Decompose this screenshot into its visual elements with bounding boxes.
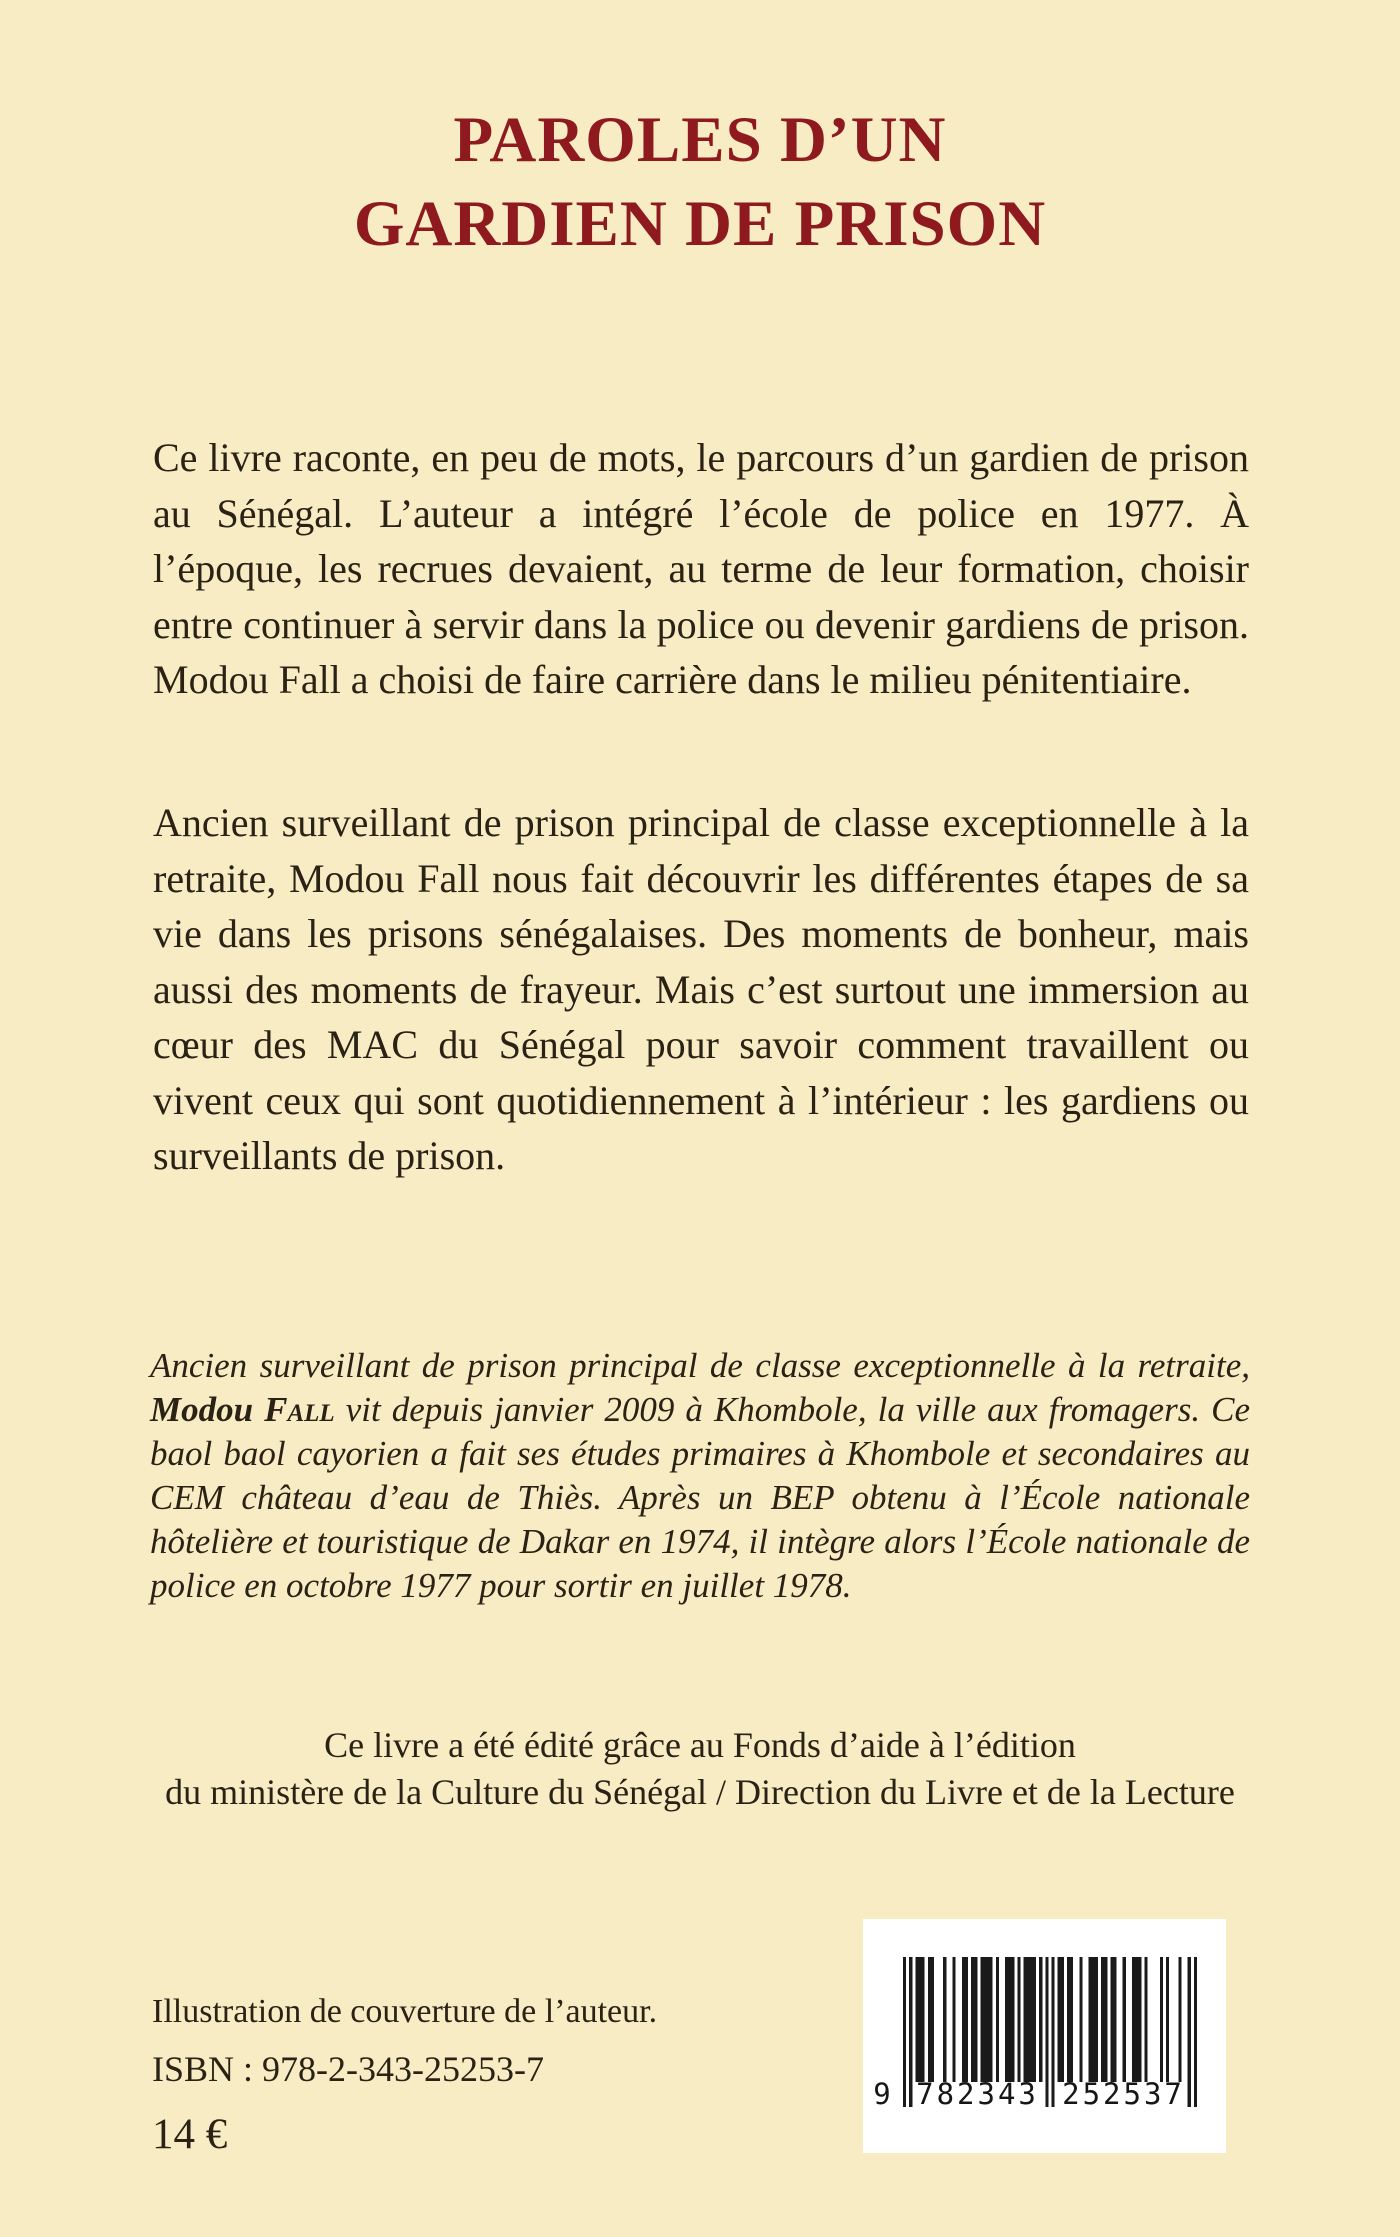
barcode-digits-right: 252537 (1062, 2077, 1185, 2111)
author-bio-rest: vit depuis janvier 2009 à Khombole, la ville aux fromagers. Ce baol baol cayorien a fait ses études primaires à Khombole et secondaires au CEM château d’eau de Thiès. Après un BEP obtenu à l’École nationale hôtelière et touristique de Dakar en 1974, il intègre alors l’École nationale de police en octobre 1977 pour sortir en juillet 1978. (150, 1390, 1251, 1605)
book-title-line1: PAROLES D’UN (453, 104, 947, 176)
synopsis-paragraph-1: Ce livre raconte, en peu de mots, le parcours d’un gardien de prison au Sénégal. L’auteur a intégré l’école de police en 1977. À l’époque, les recrues devaient, au terme de leur formation, choisir entre continuer à servir dans la police ou devenir gardiens de prison. Modou Fall a choisi de faire carrière dans le milieu pénitentiaire. (153, 435, 1249, 702)
funding-note-line1: Ce livre a été édité grâce au Fonds d’aide à l’édition (324, 1725, 1076, 1765)
price-text: 14 € (152, 2111, 228, 2158)
author-bio-lead: Ancien surveillant de prison principal de classe exceptionnelle à la retraite, (150, 1346, 1250, 1385)
barcode-panel (863, 1919, 1226, 2153)
author-bio (150, 1344, 1250, 1608)
illustration-credit: Illustration de couverture de l’auteur. (152, 1993, 658, 2030)
barcode-digit-prefix: 9 (873, 2077, 891, 2111)
author-name-first: Modou (150, 1390, 265, 1429)
funding-note-line2: du ministère de la Culture du Sénégal / Direction du Livre et de la Lecture (165, 1772, 1235, 1812)
book-title-line2: GARDIEN DE PRISON (353, 188, 1047, 260)
author-name-last: Fall (264, 1390, 335, 1429)
isbn-text: ISBN : 978-2-343-25253-7 (152, 2049, 544, 2089)
book-title (0, 98, 1400, 266)
funding-note (0, 1722, 1400, 1816)
barcode-digits-left: 782343 (916, 2077, 1039, 2111)
synopsis-paragraph-2: Ancien surveillant de prison principal de classe exceptionnelle à la retraite, Modou Fall nous fait découvrir les différentes étapes de sa vie dans les prisons sénégalaises. Des moments de bonheur, mais aussi des moments de frayeur. Mais c’est surtout une immersion au cœur des MAC du Sénégal pour savoir comment travaillent ou vivent ceux qui sont quotidiennement à l’intérieur : les gardiens ou surveillants de prison. (153, 800, 1249, 1178)
